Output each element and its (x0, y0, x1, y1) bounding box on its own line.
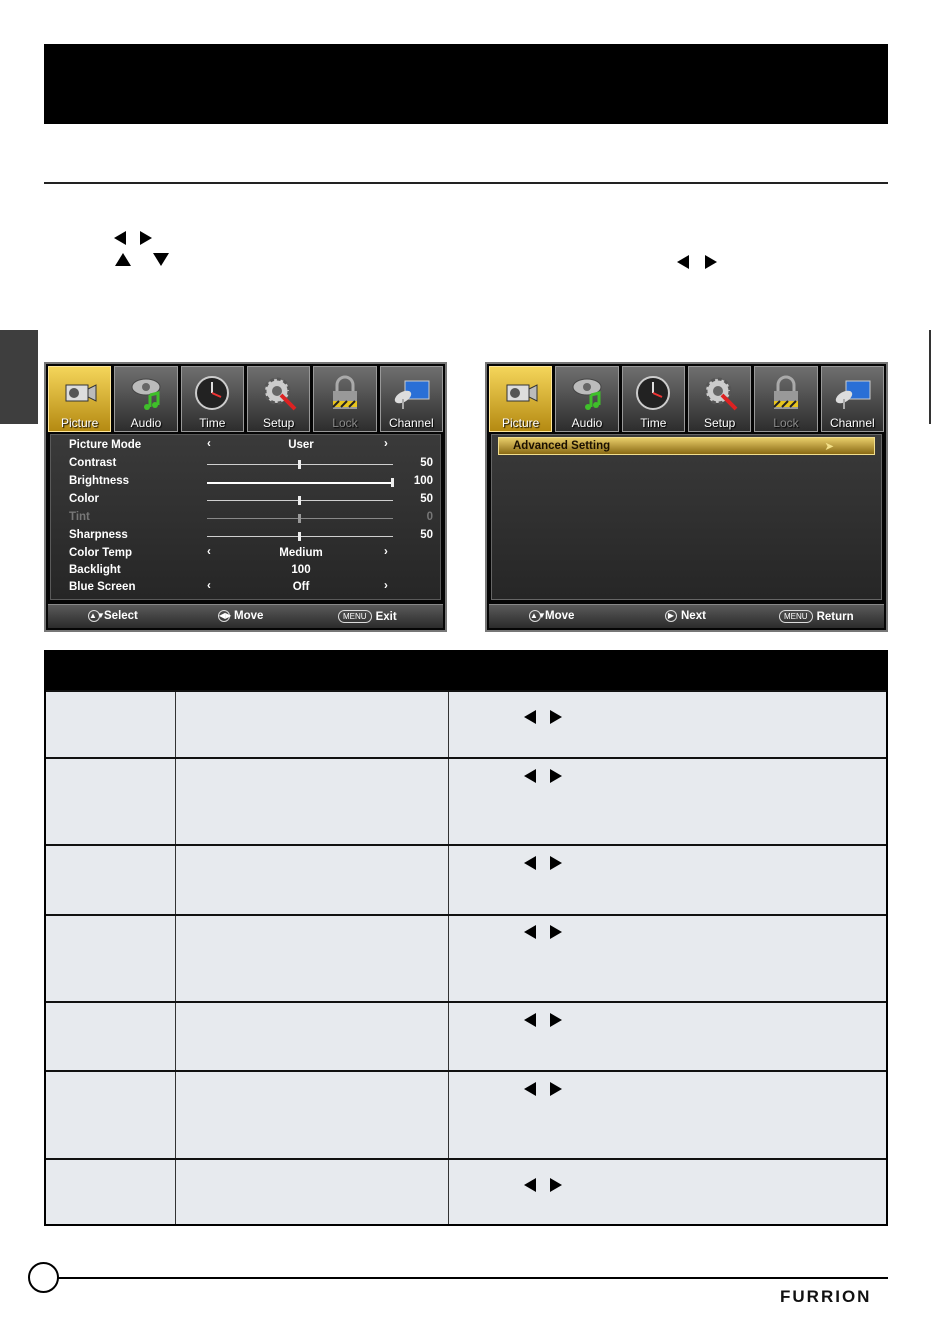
tab-label: Lock (773, 416, 799, 430)
tab-label: Channel (829, 416, 875, 430)
menu-key-icon: MENU (779, 610, 813, 623)
menu-label: Sharpness (69, 529, 128, 541)
padlock-icon (766, 373, 806, 413)
up-down-key-icon: ▲▼ (89, 611, 105, 620)
footer-move (218, 610, 263, 622)
right-arrow-icon (705, 255, 717, 269)
tab-channel[interactable] (821, 366, 884, 432)
menu-row-picture-mode[interactable] (51, 437, 440, 455)
slider-knob[interactable] (298, 532, 301, 541)
row-arrows (524, 925, 562, 939)
tab-label: Picture (60, 416, 99, 430)
up-down-key-icon: ▲▼ (530, 611, 546, 620)
slider-knob[interactable] (298, 496, 301, 505)
slider-knob (298, 514, 301, 523)
gear-icon (700, 373, 740, 413)
menu-row-tint (51, 509, 440, 527)
footer-exit (338, 610, 397, 623)
table-row (46, 1070, 886, 1072)
tab-label: Audio (571, 416, 603, 430)
brand-logo: FURRION (780, 1287, 872, 1306)
menu-label: Contrast (69, 457, 117, 469)
tab-label: Lock (332, 416, 358, 430)
edge-mark (929, 330, 931, 424)
brightness-slider[interactable] (207, 482, 393, 484)
tab-picture[interactable] (489, 366, 552, 432)
chevron-right-icon: › (384, 546, 388, 558)
tab-lock (313, 366, 376, 432)
tab-label: Audio (130, 416, 162, 430)
tab-picture[interactable] (48, 366, 111, 432)
tab-label: Time (199, 416, 226, 430)
chevron-right-icon: ➤ (824, 441, 834, 453)
menu-label: Tint (69, 511, 90, 523)
picture-menu-screen (44, 362, 447, 632)
menu-row-advanced-setting[interactable] (498, 437, 875, 455)
menu-label: Color (69, 493, 100, 505)
satellite-icon (832, 373, 872, 413)
tab-setup[interactable] (247, 366, 310, 432)
tab-label: Setup (262, 416, 295, 430)
right-arrow-icon (550, 1178, 562, 1192)
menu-value: Off (292, 581, 310, 593)
menu-row-blue-screen[interactable] (51, 579, 440, 597)
menu-value: 50 (420, 493, 433, 505)
footer-label: Move (234, 610, 264, 622)
row-arrows (524, 1013, 562, 1027)
table-row (46, 914, 886, 916)
advanced-menu-list (491, 434, 882, 600)
left-arrow-icon (677, 255, 689, 269)
footer-label: Return (816, 610, 854, 623)
footer-return (779, 610, 854, 623)
chevron-left-icon: ‹ (207, 438, 211, 450)
tab-channel[interactable] (380, 366, 443, 432)
menu-value: 100 (413, 475, 433, 487)
right-arrow-icon (140, 231, 152, 245)
footer-label: Exit (375, 610, 397, 623)
menu-label: Advanced Setting (513, 440, 611, 452)
table-row (46, 1158, 886, 1160)
right-arrow-icon (550, 710, 562, 724)
color-slider[interactable] (207, 500, 393, 501)
advanced-menu-screen (485, 362, 888, 632)
header-bar (44, 44, 888, 124)
table-row (46, 1001, 886, 1003)
menu-key-icon: MENU (338, 610, 372, 623)
left-arrow-icon (524, 856, 536, 870)
table-row (46, 757, 886, 759)
row-arrows (524, 1082, 562, 1096)
page-number-circle (28, 1262, 59, 1293)
speaker-icon (126, 373, 166, 413)
table-header (46, 652, 886, 690)
tab-lock (754, 366, 817, 432)
tab-setup[interactable] (688, 366, 751, 432)
tab-label: Channel (388, 416, 434, 430)
right-arrow-icon (550, 1082, 562, 1096)
column-divider (448, 690, 449, 1224)
satellite-icon (391, 373, 431, 413)
right-arrow-icon (550, 769, 562, 783)
contrast-slider[interactable] (207, 464, 393, 465)
footer-label: Select (104, 610, 138, 622)
right-arrow-icon (550, 1013, 562, 1027)
settings-table (44, 650, 888, 1226)
table-row (46, 844, 886, 846)
footer-label: Move (545, 610, 575, 622)
chevron-left-icon: ‹ (207, 580, 211, 592)
left-arrow-icon (524, 925, 536, 939)
left-arrow-icon (524, 1013, 536, 1027)
tab-time[interactable] (622, 366, 685, 432)
menu-label: Brightness (69, 475, 130, 487)
tint-slider (207, 518, 393, 519)
chevron-left-icon: ‹ (207, 546, 211, 558)
down-arrow-icon (153, 253, 169, 266)
left-right-key-icon: ◀▶ (219, 611, 232, 620)
padlock-icon (325, 373, 365, 413)
chapter-tab (0, 330, 38, 424)
left-arrow-icon (114, 231, 126, 245)
instruction-arrows-left-right (114, 231, 152, 245)
menu-row-brightness[interactable] (51, 473, 440, 491)
up-arrow-icon (115, 253, 131, 266)
menu-row-sharpness[interactable] (51, 527, 440, 545)
menu-row-color[interactable] (51, 491, 440, 509)
slider-knob[interactable] (391, 478, 394, 487)
row-arrows (524, 1178, 562, 1192)
picture-menu-list (50, 434, 441, 600)
menu-row-backlight[interactable] (51, 562, 440, 580)
screen-footer (489, 604, 884, 628)
column-divider (175, 690, 176, 1224)
menu-tab-bar (48, 366, 443, 432)
menu-row-contrast[interactable] (51, 455, 440, 473)
menu-label: Picture Mode (69, 439, 142, 451)
right-key-icon: ▶ (665, 610, 677, 622)
gear-icon (259, 373, 299, 413)
menu-label: Blue Screen (69, 581, 136, 593)
table-row (46, 690, 886, 692)
camcorder-icon (60, 373, 100, 413)
menu-label: Backlight (69, 564, 121, 576)
row-arrows (524, 710, 562, 724)
tab-audio[interactable] (114, 366, 177, 432)
footer-select (88, 610, 138, 622)
tab-label: Picture (501, 416, 540, 430)
tab-label: Setup (703, 416, 736, 430)
menu-value: 0 (426, 511, 433, 523)
screen-footer (48, 604, 443, 628)
menu-value: 50 (420, 529, 433, 541)
tab-audio[interactable] (555, 366, 618, 432)
instruction-arrows-left-right-2 (677, 255, 717, 269)
footer-label: Next (681, 610, 706, 622)
right-arrow-icon (550, 925, 562, 939)
speaker-icon (567, 373, 607, 413)
left-arrow-icon (524, 1082, 536, 1096)
clock-icon (633, 373, 673, 413)
left-arrow-icon (524, 769, 536, 783)
sharpness-slider[interactable] (207, 536, 393, 537)
section-rule (44, 182, 888, 184)
tab-label: Time (640, 416, 667, 430)
row-arrows (524, 856, 562, 870)
menu-value: User (288, 439, 314, 451)
menu-row-color-temp[interactable] (51, 545, 440, 563)
menu-value: Medium (279, 547, 323, 559)
chevron-right-icon: › (384, 580, 388, 592)
footer-next (665, 610, 706, 622)
clock-icon (192, 373, 232, 413)
tab-time[interactable] (181, 366, 244, 432)
menu-label: Color Temp (69, 547, 133, 559)
footer-move (529, 610, 574, 622)
menu-tab-bar (489, 366, 884, 432)
camcorder-icon (501, 373, 541, 413)
chevron-right-icon: › (384, 438, 388, 450)
right-arrow-icon (550, 856, 562, 870)
footer-rule (58, 1277, 888, 1279)
slider-knob[interactable] (298, 460, 301, 469)
left-arrow-icon (524, 1178, 536, 1192)
menu-value: 50 (420, 457, 433, 469)
row-arrows (524, 769, 562, 783)
instruction-arrows-up-down (115, 253, 169, 266)
left-arrow-icon (524, 710, 536, 724)
menu-value: 100 (291, 564, 311, 576)
